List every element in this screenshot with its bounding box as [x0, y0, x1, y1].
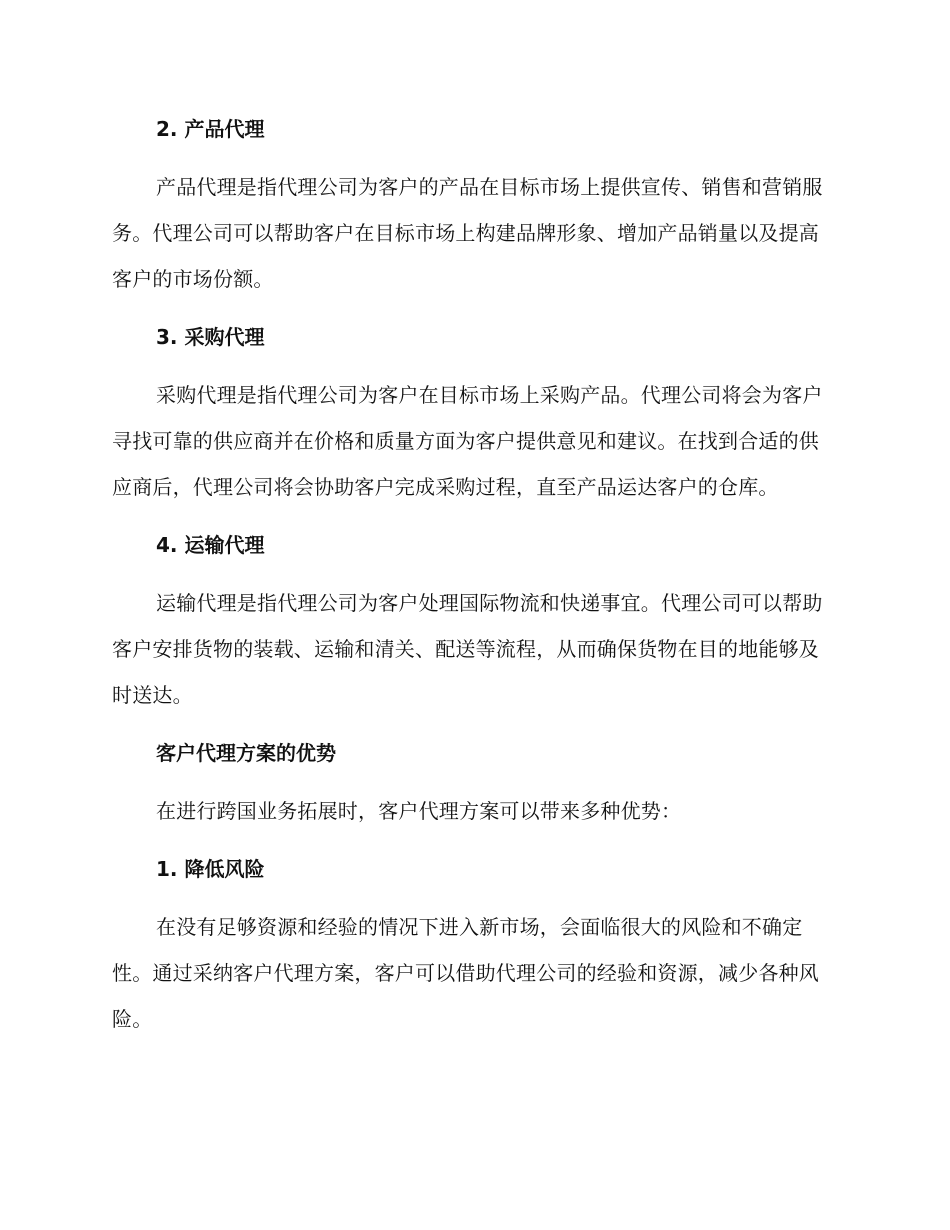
section-heading-transport-agency: 4. 运输代理	[156, 533, 265, 557]
paragraph-transport-agency: 运输代理是指代理公司为客户处理国际物流和快递事宜。代理公司可以帮助客户安排货物的装载、运输和清关、配送等流程，从而确保货物在目的地能够及时送达。	[112, 591, 823, 707]
paragraph-advantages-intro: 在进行跨国业务拓展时，客户代理方案可以带来多种优势：	[156, 799, 682, 823]
paragraph-reduce-risk: 在没有足够资源和经验的情况下进入新市场，会面临很大的风险和不确定性。通过采纳客户代理方案，客户可以借助代理公司的经验和资源，减少各种风险。	[112, 915, 819, 1031]
paragraph-product-agency: 产品代理是指代理公司为客户的产品在目标市场上提供宣传、销售和营销服务。代理公司可以帮助客户在目标市场上构建品牌形象、增加产品销量以及提高客户的市场份额。	[112, 175, 823, 291]
paragraph-purchase-agency: 采购代理是指代理公司为客户在目标市场上采购产品。代理公司将会为客户寻找可靠的供应商并在价格和质量方面为客户提供意见和建议。在找到合适的供应商后，代理公司将会协助客户完成采购过程，直至产品运达客户的仓库。	[112, 383, 823, 499]
section-heading-purchase-agency: 3. 采购代理	[156, 325, 265, 349]
section-heading-product-agency: 2. 产品代理	[156, 117, 265, 141]
section-heading-advantages: 客户代理方案的优势	[156, 741, 336, 765]
section-heading-reduce-risk: 1. 降低风险	[156, 857, 265, 881]
document-page	[112, 108, 832, 1042]
